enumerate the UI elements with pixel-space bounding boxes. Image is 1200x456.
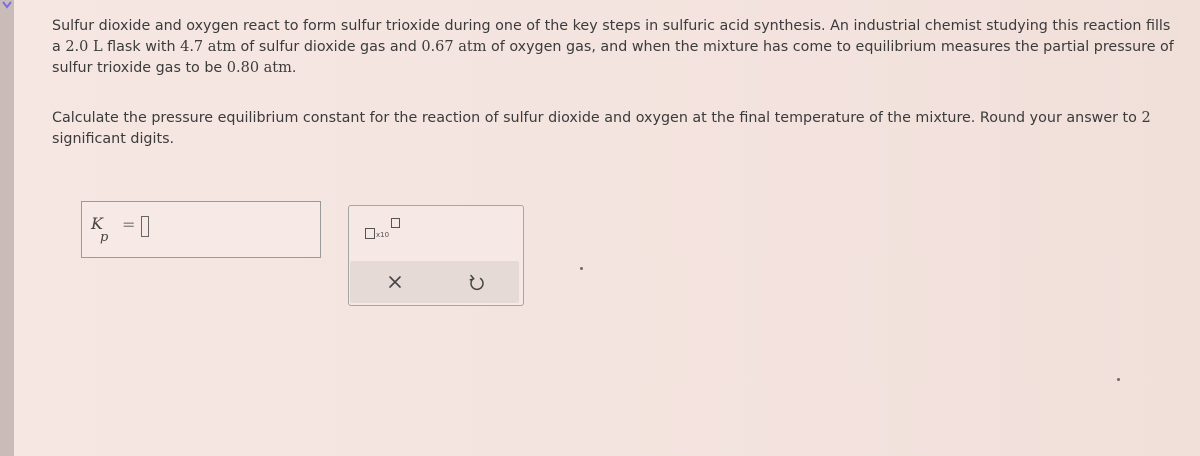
kp-label-main: K	[91, 214, 103, 233]
text-segment: Sulfur dioxide and oxygen react to form sulfur trioxide during one of the key steps in sulfuric acid synthesis. An industrial chemist studying this reaction fills a	[52, 18, 1171, 55]
problem-paragraph	[52, 16, 1182, 79]
text-segment: significant digits.	[52, 131, 175, 147]
equals-sign: =	[122, 215, 136, 234]
text-segment: flask with	[102, 39, 181, 55]
problem-statement	[52, 16, 1182, 150]
numeric-value: 2.0 L	[65, 39, 103, 55]
text-segment: .	[291, 60, 297, 76]
scientific-notation-button[interactable]	[365, 218, 405, 244]
numeric-value: 4.7 atm	[180, 39, 236, 55]
text-segment: Calculate the pressure equilibrium constant for the reaction of sulfur dioxide and oxygen at the final temperature of the mixture. Round your answer to	[52, 110, 1142, 126]
numeric-value: 2	[1141, 110, 1151, 126]
tool-button-row	[350, 261, 519, 303]
answer-input-box[interactable]	[81, 201, 321, 258]
chevron-down-icon	[2, 1, 12, 9]
x-icon	[385, 272, 405, 292]
expand-tab[interactable]	[0, 0, 14, 10]
background-speck	[580, 267, 583, 270]
text-segment: of oxygen gas, and when the mixture has come to equilibrium measures the partial pressure of sulfur trioxide gas to be	[52, 39, 1174, 76]
exponent-box-icon	[391, 218, 400, 228]
background-speck	[1117, 378, 1120, 381]
kp-label	[91, 214, 117, 244]
clear-button[interactable]	[385, 272, 405, 292]
undo-icon	[467, 272, 487, 292]
math-tool-panel	[348, 205, 524, 306]
left-sidebar-strip	[0, 0, 14, 456]
numeric-value: 0.80 atm	[226, 60, 292, 76]
answer-field[interactable]	[141, 216, 149, 237]
numeric-value: 0.67 atm	[421, 39, 487, 55]
text-segment: of sulfur dioxide gas and	[235, 39, 422, 55]
x10-label: x10	[376, 231, 390, 239]
kp-label-subscript: p	[100, 230, 109, 245]
question-paragraph	[52, 108, 1182, 150]
mantissa-box-icon	[365, 228, 375, 239]
undo-button[interactable]	[467, 272, 487, 292]
